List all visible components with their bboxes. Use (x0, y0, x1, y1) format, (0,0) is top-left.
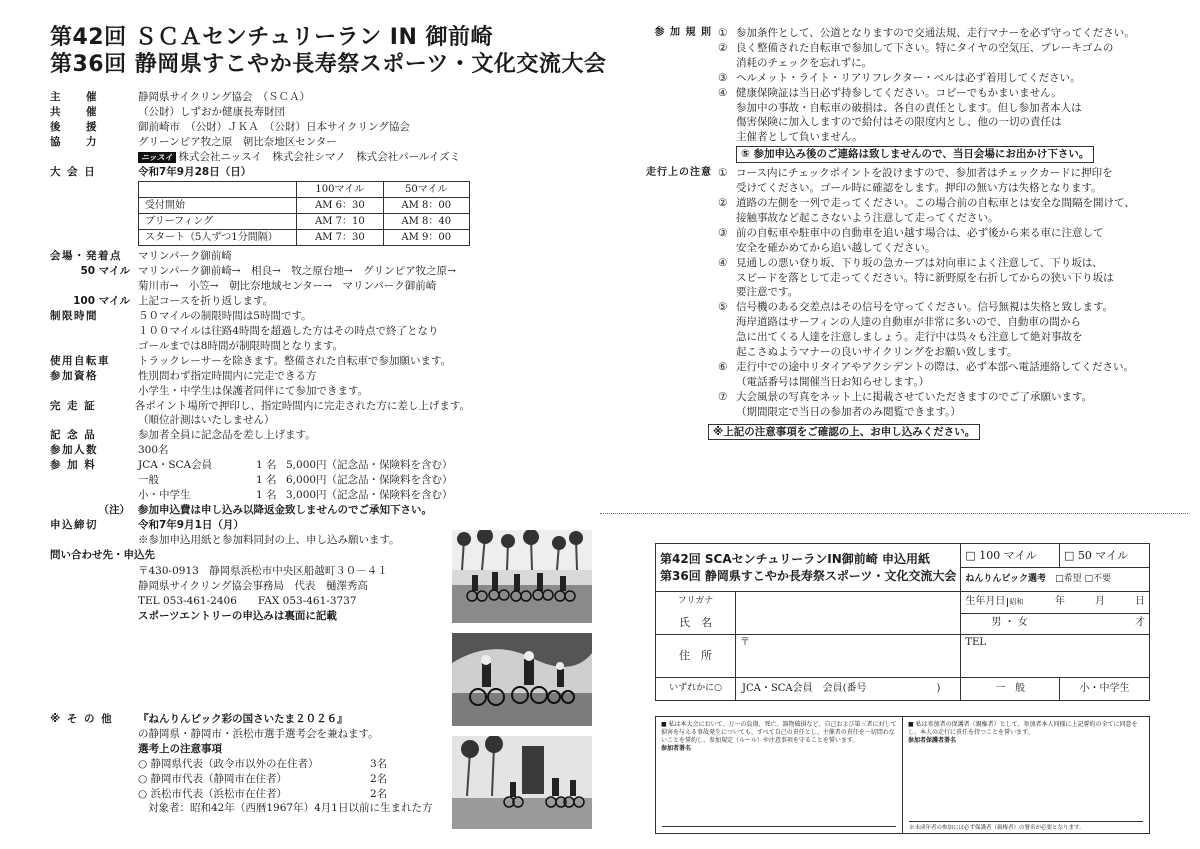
confirm-box: ※上記の注意事項をご確認の上、お申し込みください。 (708, 424, 980, 441)
item-subtext: 受けてください。ゴール時に確認をします。押印の無い方は失格となります。 (736, 182, 1102, 195)
venue-label: 会場・発着点 (50, 250, 122, 263)
general-option[interactable]: 一 般 (961, 678, 1060, 701)
table-header: 50マイル (383, 182, 469, 198)
table-cell: AM 7：10 (297, 214, 383, 230)
nenrin-choice (961, 568, 1150, 592)
item-text: 道路の左側を一列で走ってください。この場合前の自転車とは安全な間隔を開けて、 (736, 196, 1135, 209)
table-cell: スタート（5人ずつ1分間隔） (139, 230, 297, 246)
name-field[interactable] (736, 592, 960, 634)
contact-sports-entry: スポーツエントリーの申込みは裏面に記載 (138, 610, 337, 623)
either-label: いずれかに○ (656, 678, 736, 700)
fee-list (138, 458, 470, 503)
fee-amount: 5,000円（記念品・保険料を含む） (286, 459, 453, 472)
item-number: ① (718, 167, 728, 180)
photo-column (452, 530, 592, 839)
cyclists-photo-1-image (452, 530, 592, 623)
caution-item (636, 360, 1176, 375)
cyclists-photo-3-image (452, 736, 592, 829)
list-item (50, 772, 450, 787)
item-number: ⑤ (718, 301, 728, 314)
nenrin-label: ねんりんピック選考 (965, 574, 1047, 585)
spacer (636, 71, 718, 86)
item-subtext: 参加中の事故・自転車の破損は、各自の責任とします。但し参加者本人は (736, 101, 1082, 114)
fee-amount: 6,000円（記念品・保険料を含む） (286, 474, 453, 487)
organizer-value: 静岡県サイクリング協会 （ＳＣＡ） (138, 91, 311, 103)
guardian-pledge: ■ 私は参加者の保護者（親権者）として、参加者本人同様に上記誓約の全てに同意をし、本人の走行に責任を持つことを誓います。 (908, 721, 1138, 737)
participation-rules (636, 26, 1176, 145)
table-cell (139, 182, 297, 198)
spacer (636, 360, 718, 375)
gift-value: 参加者全員に記念品を差し上げます。 (138, 429, 316, 442)
day-label: 日 (1135, 596, 1145, 608)
qualification-value-2: 小学生・中学生は保護者同伴にて参加できます。 (138, 384, 369, 397)
month-label: 月 (1095, 596, 1105, 608)
cooperation-value: グリーンピア牧之原 朝比奈地区センター (138, 135, 337, 148)
spacer (636, 86, 718, 101)
guardian-consent (902, 717, 1149, 833)
hope-checkbox[interactable]: □希望 (1055, 574, 1082, 585)
age-label: 才 (1135, 617, 1145, 629)
table-cell: AM 8：40 (383, 214, 469, 230)
fee-row (138, 458, 470, 473)
item-subtext: （電話番号は開催当日お知らせします。） (736, 375, 930, 388)
caution-item (636, 196, 1176, 211)
organizer-label: 主 催 (50, 91, 98, 103)
address-cell (656, 635, 961, 678)
item-text: コース内にチェックポイントを設けますので、参加者はチェックカードに押印を (736, 167, 1113, 180)
member-option[interactable]: JCA・SCA会員 会員(番号 ) (742, 682, 941, 694)
qualification-value: 性別問わず指定時間内に完走できる方 (138, 369, 317, 382)
spacer (636, 390, 718, 405)
table-row (139, 230, 470, 246)
table-cell: ブリーフィング (139, 214, 297, 230)
fee-category: 小・中学生 (138, 488, 191, 501)
date-value: 令和7年9月28日（日） (138, 165, 252, 178)
other-section (50, 712, 450, 816)
item-text: 大会風景の写真をネット上に掲載させていただきますのでご了承願います。 (736, 390, 1093, 403)
support-label: 後 援 (50, 120, 98, 133)
spacer (636, 196, 718, 211)
time-limit-label: 制限時間 (50, 310, 98, 323)
cut-line (600, 513, 1188, 514)
fee-row (138, 488, 470, 503)
consent-box (655, 716, 1150, 834)
course-50-label: 50 マイル (80, 265, 130, 278)
list-item (50, 757, 450, 772)
venue-value: マリンパーク御前崎 (138, 250, 232, 263)
cyclists-photo-2-image (452, 633, 592, 726)
guardian-sign-label: 参加者保護者署名 (908, 737, 957, 745)
title-line-2: 第36回 静岡県すこやか長寿祭スポーツ・文化交流大会 (50, 52, 607, 77)
item-subtext: 急に出てくる人達を注意しましょう。走行中は呉々も注意して絶対事故を (736, 331, 1083, 344)
fee-amount: 3,000円（記念品・保険料を含む） (286, 488, 453, 501)
spacer (636, 41, 718, 56)
name-cell (656, 592, 961, 635)
time-limit-value-3: ゴールまでは8時間が制限時間となります。 (138, 339, 344, 352)
note-value: 参加申込費は申し込み以降返金致しませんのでご承知下さい。 (138, 503, 432, 516)
rule-5 (636, 146, 1176, 163)
rules-section (636, 26, 1176, 440)
rule-item (636, 86, 1176, 101)
item-number: ② (718, 41, 728, 54)
form-table (655, 543, 1150, 701)
item-number: ③ (718, 226, 728, 239)
form-title-2: 第36回 静岡県すこやか長寿祭スポーツ・文化交流大会 (660, 568, 957, 583)
fee-category: JCA・SCA会員 (138, 459, 213, 472)
rule-item (636, 71, 1176, 86)
participants-value: 300名 (138, 444, 169, 457)
item-text: ヘルメット・ライト・リアリフレクター・ベルは必ず着用してください。 (736, 71, 1081, 84)
participants-label: 参加人数 (50, 444, 98, 457)
selection-count: 2名 (370, 772, 388, 785)
furigana-label: フリガナ (677, 596, 714, 607)
item-number: ⑥ (718, 360, 728, 373)
item-subtext: （期間限定で当日の参加者のみ閲覧できます。） (736, 405, 961, 418)
guardian-footnote: ※未成年者の参加には必ず保護者（親権者）の署名が必要となります。 (909, 824, 1085, 831)
item-number: ④ (718, 86, 728, 99)
rule-label: 参 加 規 則 (654, 27, 712, 38)
cyclists-photo-1 (452, 530, 592, 623)
birth-sex-cell (961, 592, 1150, 635)
table-row (139, 182, 470, 198)
nenrin-title: 『ねんりんピック彩の国さいたま２０２６』 (138, 713, 348, 725)
deadline-value-2: ※参加申込用紙と参加料同封の上、申し込み願います。 (138, 533, 400, 546)
table-row (139, 198, 470, 214)
birth-date-field[interactable] (961, 593, 1149, 614)
caution-item (636, 166, 1176, 181)
bike-label: 使用自転車 (50, 354, 110, 367)
course-50-checkbox[interactable]: □ 50 マイル (1059, 544, 1149, 568)
schedule-table (138, 181, 470, 246)
name-label: 氏 名 (679, 615, 712, 629)
sex-age-field[interactable] (961, 614, 1149, 634)
contact-label: 問い合わせ先・申込先 (50, 548, 155, 561)
time-limit-value-2: １００マイルは往路4時間を超過した方はその時点で終了となり (138, 324, 439, 337)
qualification-label: 参加資格 (50, 369, 98, 382)
support-value: 御前崎市 （公財）ＪＫＡ （公財）日本サイクリング協会 (138, 120, 410, 133)
year-label: 年 (1055, 596, 1065, 608)
nissui-logo: ニッスイ (138, 152, 176, 163)
course-50-value-2: 菊川市→ 小笠→ 朝比奈地域センター→ マリンパーク御前崎 (138, 280, 437, 293)
nenrin-line-2: 選考上の注意事項 (138, 742, 222, 755)
page-title (50, 24, 606, 78)
birth-label: 生年月日 (965, 596, 1006, 608)
zip-label: 〒 (740, 637, 750, 648)
gift-label: 記 念 品 (50, 429, 97, 442)
rule-item (636, 26, 1176, 41)
certificate-value-2: （順位計測はいたしません） (138, 414, 275, 427)
date-label: 大 会 日 (50, 165, 97, 178)
contact-address: 〒430-0913 静岡県浜松市中央区船越町３０－４１ (138, 565, 388, 578)
item-number: ④ (718, 256, 728, 269)
item-text: 前の自転車や駐車中の自動車を追い越す場合は、必ず後から来る車に注意して (736, 226, 1104, 239)
guardian-signature-line[interactable] (909, 821, 1143, 822)
cyclists-photo-3 (452, 736, 592, 829)
spacer (636, 226, 718, 241)
title-line-1: 第42回 ＳＣＡセンチュリーラン IN 御前崎 (50, 25, 494, 50)
table-cell: 受付開始 (139, 198, 297, 214)
nenrin-target: 対象者：昭和42年（西暦1967年）4月1日以前に生まれた方 (148, 802, 433, 815)
item-number: ① (718, 27, 728, 39)
table-header: 100マイル (297, 182, 383, 198)
form-title-1: 第42回 SCAセンチュリーランIN御前崎 申込用紙 (660, 551, 930, 566)
tel-label: TEL (965, 637, 987, 648)
course-100-value: 上記コースを折り返します。 (138, 295, 274, 308)
item-subtext: 接触事故など起こさないよう注意して走ってください。 (736, 211, 999, 224)
form-title-cell (656, 544, 961, 592)
participant-consent (656, 717, 902, 833)
tel-field[interactable] (961, 635, 1150, 678)
fee-label: 参 加 料 (50, 459, 97, 472)
selection-count: 3名 (370, 757, 388, 770)
item-subtext: 要注意です。 (736, 286, 799, 299)
certificate-label: 完 走 証 (50, 399, 97, 412)
fee-row (138, 473, 470, 488)
item-subtext: スピードを落として走ってください。特に新野原を右折してからの狭い下り坂は (736, 271, 1114, 284)
fee-count: 1 名 (256, 488, 277, 501)
contact-phone: TEL 053-461-2406 FAX 053-461-3737 (138, 595, 357, 608)
rule-item (636, 41, 1176, 56)
caution-item (636, 390, 1176, 405)
spacer (636, 300, 718, 315)
sex-choice[interactable]: 男 ・ 女 (991, 617, 1028, 629)
address-field[interactable] (736, 635, 960, 677)
item-subtext: 安全を確かめてから追い越してください。 (736, 241, 936, 254)
time-limit-value: ５０マイルの制限時間は5時間です。 (138, 310, 312, 323)
note-label: （注） (98, 503, 130, 516)
co-host-value: （公財）しずおか健康長寿財団 (138, 105, 285, 118)
course-100-checkbox[interactable]: □ 100 マイル (961, 544, 1060, 568)
item-text: 良く整備された自転車で参加して下さい。特にタイヤの空気圧、ブレーキゴムの (736, 41, 1114, 54)
caution-item (636, 300, 1176, 315)
certificate-value: 各ポイント場所で押印し、指定時間内に完走された方に差し上げます。 (134, 399, 470, 412)
item-subtext: 消耗のチェックを忘れずに。 (736, 56, 873, 69)
course-100-label: 100 マイル (73, 295, 130, 308)
caution-label: 走行上の注意 (646, 167, 712, 179)
no-hope-checkbox[interactable]: □不要 (1084, 574, 1111, 585)
item-subtext: 起こさぬようマナーの良いサイクリングをお願い致します。 (736, 346, 1018, 359)
application-form (655, 543, 1150, 701)
participant-pledge: ■ 私は本大会において、万一の負傷、死亡、器物破損など、自己および第三者に対して損害を与える事故発生についても、すべて自己の責任とし、主催者の責任を一切問わないことを誓約し、参加規定（ルール）や注意事項を守ることを誓います。 (661, 721, 897, 745)
deadline-value: 令和7年9月1日（月） (138, 518, 244, 531)
era-label: 昭和 (1009, 597, 1024, 606)
participant-signature-line[interactable] (662, 826, 896, 827)
caution-item (636, 226, 1176, 241)
child-option[interactable]: 小・中学生 (1059, 678, 1149, 701)
table-cell: AM 6：30 (297, 198, 383, 214)
participant-sign-label: 参加者署名 (661, 745, 692, 753)
item-text: 走行中での途中リタイアやアクシデントの際は、必ず本部へ電話連絡してください。 (736, 360, 1134, 373)
event-info (50, 90, 470, 624)
fee-count: 1 名 (256, 459, 277, 472)
item-text: 見通しの悪い登り坂、下り坂の急カーブは対向車によく注意して、下り坂は、 (736, 256, 1103, 269)
nenrin-line-1: の静岡県・静岡市・浜松市選手選考会を兼ねます。 (138, 727, 379, 740)
confirm-note (636, 424, 1176, 441)
item-text: 信号機のある交差点はその信号を守ってください。信号無視は失格と致します。 (736, 301, 1114, 314)
deadline-label: 申込締切 (50, 518, 98, 531)
item-subtext: 海岸道路はサーフィンの人達の自動車が非常に多いので、自動車の間から (736, 316, 1081, 329)
fee-count: 1 名 (256, 474, 277, 487)
membership-cell (656, 678, 961, 701)
selection-area: ○ 静岡県代表（政令市以外の在住者） (138, 757, 319, 770)
cooperation-label: 協 力 (50, 135, 98, 148)
item-subtext: 傷害保険に加入しますので給付はその限度内とし、他の一切の責任は (736, 116, 1062, 129)
fee-category: 一般 (138, 474, 159, 487)
cyclists-photo-2 (452, 633, 592, 726)
list-item (50, 787, 450, 802)
course-50-value: マリンパーク御前崎→ 相良→ 牧之原台地→ グリンピア牧之原→ (138, 265, 456, 278)
selection-area: ○ 静岡市代表（静岡市在住者） (138, 772, 287, 785)
table-cell: AM 9：00 (383, 230, 469, 246)
item-text: 参加条件として、公道となりますので交通法規、走行マナーを必ず守ってください。 (736, 27, 1135, 39)
caution-item (636, 256, 1176, 271)
bike-value: トラックレーサーを除きます。整備された自転車で参加願います。 (138, 354, 452, 367)
item-number: ⑦ (718, 390, 728, 403)
contact-office: 静岡県サイクリング協会事務局 代表 樋澤秀高 (138, 580, 368, 593)
item-subtext: 主催者として負いません。 (736, 131, 863, 144)
rule-5-box: ⑤ 参加申込み後のご連絡は致しませんので、当日会場にお出かけ下さい。 (736, 146, 1094, 163)
co-host-label: 共 催 (50, 105, 98, 118)
selection-area: ○ 浜松市代表（浜松市在住者） (138, 787, 287, 800)
riding-cautions (636, 166, 1176, 419)
address-label: 住 所 (656, 635, 736, 677)
table-cell: AM 8：00 (383, 198, 469, 214)
item-number: ② (718, 196, 728, 209)
cooperation-value-2: 株式会社ニッスイ 株式会社シマノ 株式会社パールイズミ (178, 150, 461, 163)
table-cell: AM 7：30 (297, 230, 383, 246)
table-row (139, 214, 470, 230)
item-number: ③ (718, 71, 728, 84)
other-label: ※ そ の 他 (50, 713, 114, 725)
spacer (636, 256, 718, 271)
item-text: 健康保険証は当日必ず持参してください。コピーでもかまいません。 (736, 86, 1062, 99)
selection-count: 2名 (370, 787, 388, 800)
